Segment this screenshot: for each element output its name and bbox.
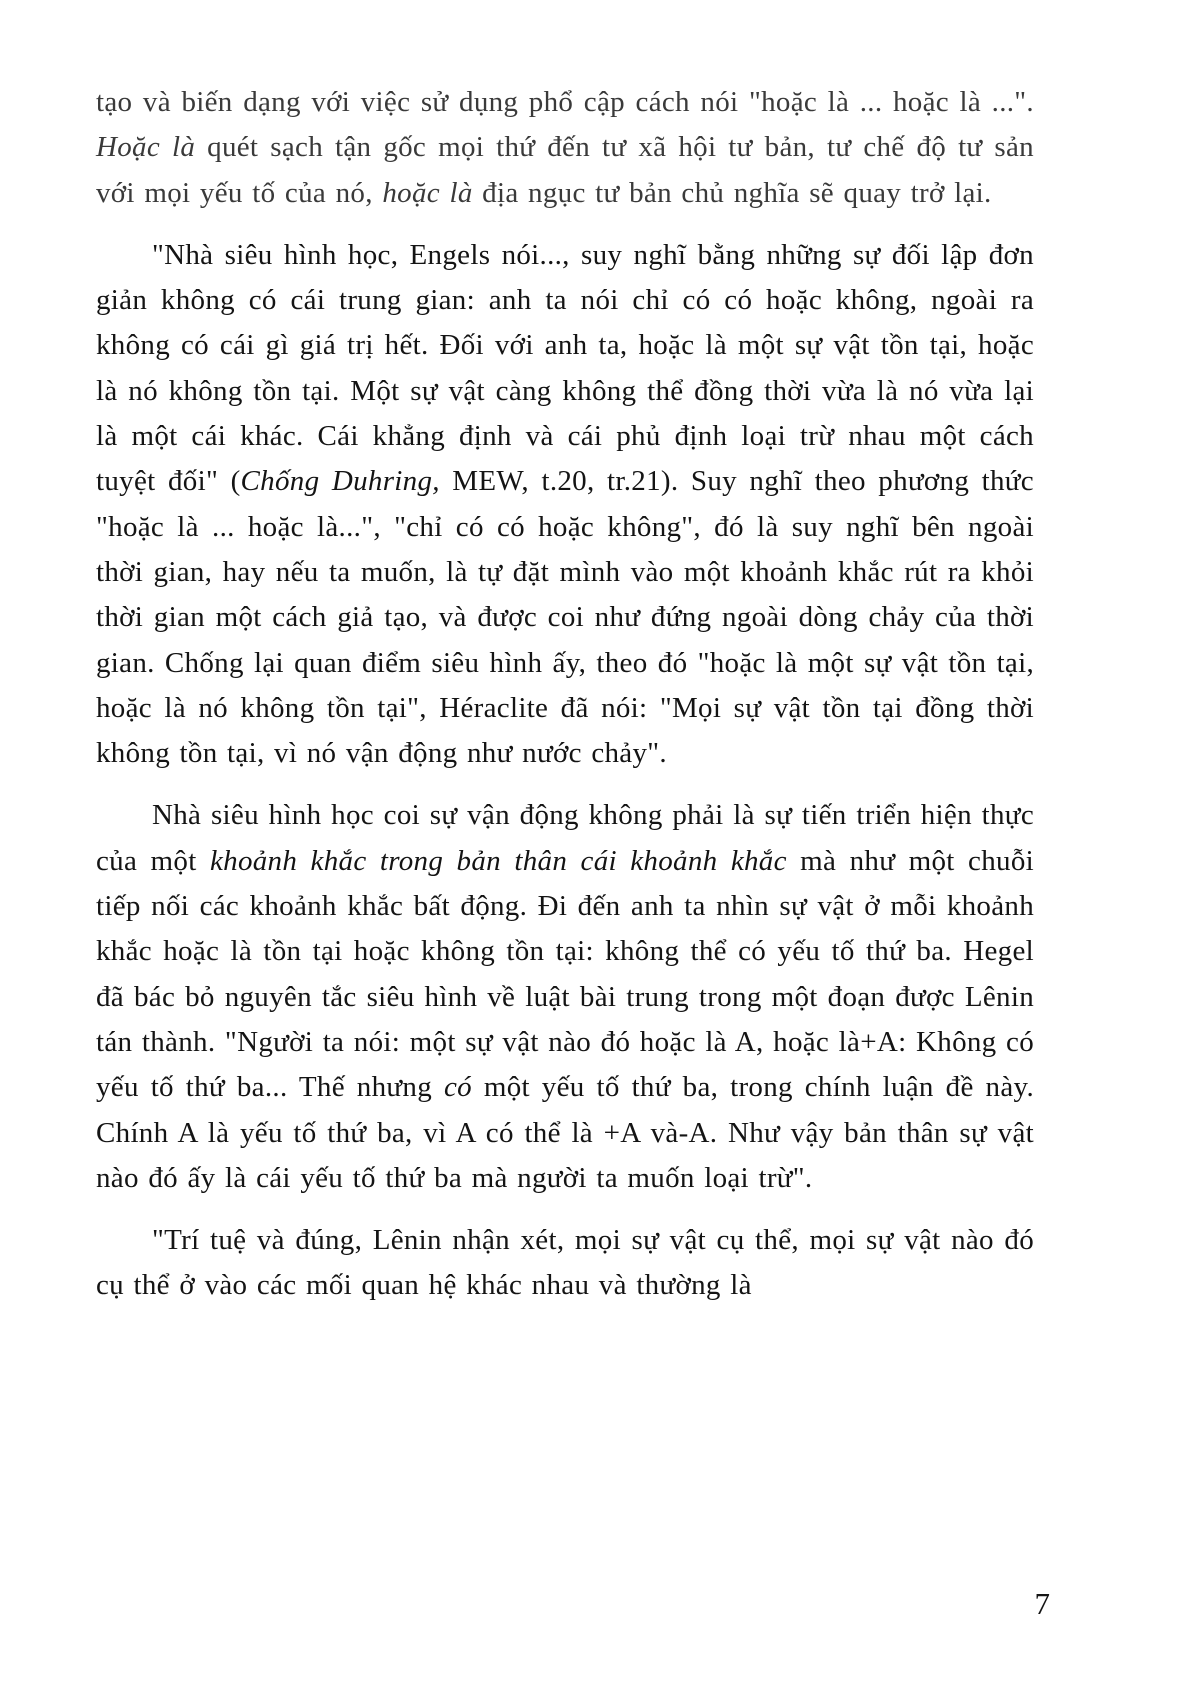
page-number: 7 (1034, 1586, 1050, 1621)
paragraph-3 (96, 793, 1034, 1201)
paragraph-1 (96, 80, 1034, 216)
italic-segment: Hoặc là (96, 131, 196, 164)
text-segment: tạo và biến dạng với việc sử dụng phổ cập cách nói "hoặc là ... hoặc là ...". (96, 86, 1034, 118)
text-segment: mà như một chuỗi tiếp nối các khoảnh khắc bất động. Đi đến anh ta nhìn sự vật ở mỗi khoảnh khắc hoặc là tồn tại hoặc không tồn tại: không thể có yếu tố thứ ba. Hegel đã bác bỏ nguyên tắc siêu hình về luật bài trung trong một đoạn được Lênin tán thành. "Người ta nói: một sự vật nào đó hoặc là A, hoặc là+A: Không có yếu tố thứ ba... Thế nhưng (96, 844, 1034, 1104)
italic-segment: có (443, 1071, 472, 1104)
italic-segment: khoảnh khắc trong bản thân cái khoảnh khắc (209, 844, 787, 877)
text-segment: quét sạch tận gốc mọi thứ đến tư xã hội tư bản, tư chế độ tư sản với mọi yếu tố của nó, (96, 131, 1034, 209)
text-segment: một yếu tố thứ ba, trong chính luận đề này. Chính A là yếu tố thứ ba, vì A có thể là +A và-A. Như vậy bản thân sự vật nào đó ấy là cái yếu tố thứ ba mà người ta muốn loại trừ". (96, 1071, 1034, 1194)
text-segment: địa ngục tư bản chủ nghĩa sẽ quay trở lại. (472, 176, 992, 209)
text-segment: Nhà siêu hình học coi sự vận động không phải là sự tiến triển hiện thực của một (96, 799, 1034, 877)
body-text (96, 80, 1034, 1309)
text-segment: MEW, t.20, tr.21). Suy nghĩ theo phương thức "hoặc là ... hoặc là...", "chỉ có có hoặc không", đó là suy nghĩ bên ngoài thời gian, hay nếu ta muốn, là tự đặt mình vào một khoảnh khắc rút ra khỏi thời gian một cách giả tạo, và được coi như đứng ngoài dòng chảy của thời gian. Chống lại quan điểm siêu hình ấy, theo đó "hoặc là một sự vật tồn tại, hoặc là nó không tồn tại", Héraclite đã nói: "Mọi sự vật tồn tại đồng thời không tồn tại, vì nó vận động như nước chảy". (96, 465, 1034, 770)
italic-segment: hoặc là (382, 176, 473, 209)
paragraph-2 (96, 233, 1034, 777)
italic-segment: Chống Duhring, (240, 465, 440, 498)
paragraph-4 (96, 1218, 1034, 1309)
text-segment: "Nhà siêu hình học, Engels nói..., suy nghĩ bằng những sự đối lập đơn giản không có cái trung gian: anh ta nói chỉ có có hoặc không, ngoài ra không có cái gì giá trị hết. Đối với anh ta, hoặc là một sự vật tồn tại, hoặc là nó không tồn tại. Một sự vật càng không thể đồng thời vừa là nó vừa lại là một cái khác. Cái khẳng định và cái phủ định loại trừ nhau một cách tuyệt đối" ( (96, 238, 1034, 498)
text-segment: "Trí tuệ và đúng, Lênin nhận xét, mọi sự vật cụ thể, mọi sự vật nào đó cụ thể ở vào các mối quan hệ khác nhau và thường là (96, 1224, 1034, 1302)
